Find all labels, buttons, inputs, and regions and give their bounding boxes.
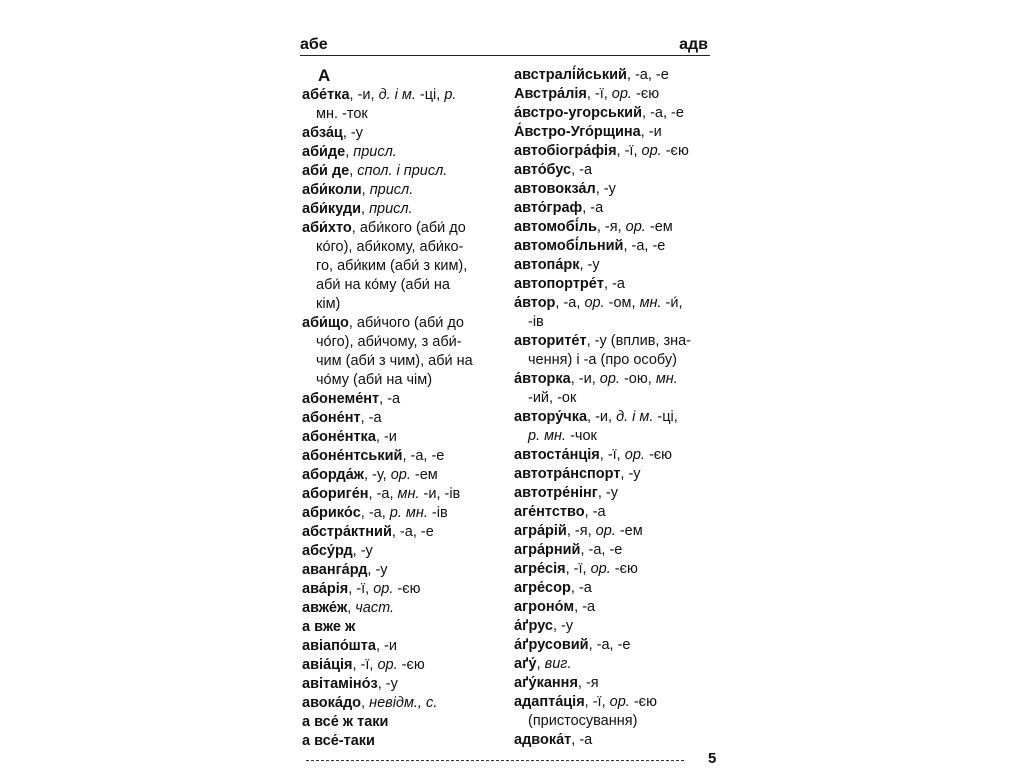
headword: аби́ де <box>302 163 350 179</box>
dictionary-entry <box>514 636 714 655</box>
headword: аборда́ж <box>302 467 364 483</box>
entry-text: , -а, -е <box>580 542 623 558</box>
entry-text: , <box>361 201 370 217</box>
dictionary-entry <box>302 694 502 713</box>
dictionary-entry <box>302 713 502 732</box>
headword: агре́сор <box>514 580 571 596</box>
dictionary-entry <box>302 637 502 656</box>
dictionary-entry <box>302 656 502 675</box>
dictionary-entry <box>302 447 502 466</box>
entry-text: , -у, <box>363 467 391 483</box>
dictionary-entry <box>302 675 502 694</box>
dictionary-entry <box>302 466 502 485</box>
grammar-label: р. мн. <box>528 428 567 444</box>
entry-text: , -у <box>377 676 398 692</box>
headword: автопа́рк <box>514 257 580 273</box>
headword: Австра́лія <box>514 86 587 102</box>
dictionary-entry <box>514 294 714 313</box>
dictionary-entry <box>514 579 714 598</box>
entry-text: кім) <box>316 296 341 312</box>
entry-text: , <box>349 163 358 179</box>
entry-text: -єю <box>397 657 425 673</box>
grammar-label: мн. <box>397 486 420 502</box>
entry-text: і -а (про особу) <box>576 352 677 368</box>
headword: аби́коли <box>302 182 362 198</box>
entry-text: , -а, -е <box>642 105 684 121</box>
headword: а́встро-угорський <box>514 105 643 121</box>
entry-text: го, аби́ким (аби́ з ким), <box>316 258 468 274</box>
entry-text: , -у (вплив, зна- <box>586 333 692 349</box>
headword: а все́ ж таки <box>302 714 389 730</box>
entry-text: , -я, <box>566 523 596 539</box>
headword: абе́тка <box>302 87 350 103</box>
entry-text: , -а, -е <box>402 448 445 464</box>
dictionary-entry <box>514 142 714 161</box>
headword: аванга́рд <box>302 562 368 578</box>
dictionary-entry <box>514 123 714 142</box>
entry-text: -ів <box>528 314 544 330</box>
dictionary-entry <box>514 408 714 427</box>
running-head-left: абе <box>300 36 328 53</box>
headword: абсу́рд <box>302 543 353 559</box>
headword: абонеме́нт <box>302 391 380 407</box>
grammar-label: мн. <box>655 371 678 387</box>
entry-text: , <box>361 182 370 198</box>
entry-text: -чок <box>566 428 597 444</box>
entry-text: , -а <box>379 391 401 407</box>
entry-text: -єю <box>644 447 673 463</box>
dictionary-entry <box>302 409 502 428</box>
entry-text: -и́, <box>661 295 683 311</box>
headword: аби́куди <box>302 201 362 217</box>
grammar-label: част. <box>355 600 395 616</box>
entry-text: , -ї, <box>599 447 625 463</box>
entry-text: , -у <box>597 485 618 501</box>
entry-text: , <box>347 600 356 616</box>
dictionary-entry <box>302 124 502 143</box>
entry-text: , <box>361 695 370 711</box>
entry-text: , -ї, <box>348 581 374 597</box>
headword: ава́рія <box>302 581 349 597</box>
dictionary-entry <box>514 731 714 750</box>
dictionary-entry <box>514 503 714 522</box>
entry-text: -єю <box>393 581 421 597</box>
dictionary-entry <box>514 199 714 218</box>
entry-text: -ем <box>410 467 438 483</box>
grammar-label: ор. <box>611 86 632 102</box>
entry-text: , -а <box>570 580 592 596</box>
headword: агра́рний <box>514 542 581 558</box>
headword: агре́сія <box>514 561 566 577</box>
entry-text: , -ї, <box>616 143 642 159</box>
entry-continuation <box>514 712 714 731</box>
headword: а́втор <box>514 295 556 311</box>
dictionary-entry <box>514 85 714 104</box>
entry-text: , -и, <box>570 371 600 387</box>
dictionary-entry <box>302 200 502 219</box>
entry-text: , -а <box>571 732 593 748</box>
entry-text: , -у <box>367 562 388 578</box>
grammar-label: присл. <box>353 144 397 160</box>
grammar-label: ор. <box>599 371 620 387</box>
entry-text: , <box>345 144 354 160</box>
headword: а́вторка <box>514 371 571 387</box>
headword: аґу́ <box>514 656 537 672</box>
entry-text: , -а, -е <box>391 524 434 540</box>
grammar-label: ор. <box>609 694 630 710</box>
entry-continuation <box>302 257 502 276</box>
dictionary-entry <box>302 162 502 181</box>
page-number: 5 <box>708 750 717 767</box>
entry-text: -єю <box>629 694 657 710</box>
entry-continuation <box>514 389 714 408</box>
entry-text: -и, -ів <box>419 486 461 502</box>
entry-text: ко́го), аби́кому, аби́ко- <box>316 239 464 255</box>
headword: агроно́м <box>514 599 575 615</box>
grammar-label: ор. <box>590 561 611 577</box>
entry-continuation <box>302 105 502 124</box>
grammar-label: ор. <box>390 467 411 483</box>
entry-text: -ів <box>427 505 448 521</box>
headword: абоне́нт <box>302 410 361 426</box>
dictionary-entry <box>302 599 502 618</box>
dictionary-entry <box>514 484 714 503</box>
headword: авіапо́шта <box>302 638 376 654</box>
dictionary-entry <box>302 143 502 162</box>
dictionary-entry <box>514 617 714 636</box>
entry-text: , аби́кого (аби́ до <box>351 220 466 236</box>
headword: абоне́нтка <box>302 429 376 445</box>
entry-text: , -и <box>375 429 397 445</box>
headword: а все́-таки <box>302 733 375 749</box>
entry-text: , -и <box>375 638 397 654</box>
entry-text: чення) <box>528 352 577 368</box>
dictionary-entry <box>514 218 714 237</box>
entry-text: , -ї, <box>584 694 610 710</box>
headword: авока́до <box>302 695 362 711</box>
entry-text: , -а, -е <box>588 637 631 653</box>
headword: автомобі́ль <box>514 219 597 235</box>
dictionary-entry <box>302 732 502 751</box>
headword: автовокза́л <box>514 181 596 197</box>
entry-text: , -и, <box>587 409 617 425</box>
entry-text: , -и <box>640 124 662 140</box>
dictionary-entry <box>514 522 714 541</box>
entry-text: , -и, <box>349 87 379 103</box>
dictionary-entry <box>302 580 502 599</box>
entry-text: чим (аби́ з чим), аби́ на <box>316 353 473 369</box>
dictionary-entry <box>514 674 714 693</box>
dictionary-entry <box>302 181 502 200</box>
entry-text: , -а, <box>368 486 398 502</box>
entry-text: , -а <box>603 276 625 292</box>
entry-continuation <box>302 352 502 371</box>
headword: аби́що <box>302 315 349 331</box>
entry-continuation <box>302 371 502 390</box>
entry-text: -ий, -ок <box>528 390 577 406</box>
grammar-label: мн. <box>639 295 662 311</box>
grammar-label: р. <box>444 87 457 103</box>
entry-text: , -а <box>574 599 596 615</box>
dictionary-entry <box>302 485 502 504</box>
entry-text: аби́ на ко́му (аби́ на <box>316 277 450 293</box>
headword: аге́нтство <box>514 504 585 520</box>
dictionary-entry <box>302 314 502 333</box>
dictionary-entry <box>514 256 714 275</box>
grammar-label: ор. <box>641 143 662 159</box>
dictionary-entry <box>514 465 714 484</box>
headword: адапта́ція <box>514 694 585 710</box>
entry-continuation <box>514 427 714 446</box>
entry-text: -ем <box>645 219 673 235</box>
grammar-label: д. і м. <box>378 87 416 103</box>
dictionary-entry <box>514 598 714 617</box>
headword: абоне́нтський <box>302 448 403 464</box>
dictionary-entry <box>302 428 502 447</box>
entry-continuation <box>514 313 714 332</box>
dictionary-entry <box>514 161 714 180</box>
dictionary-entry <box>514 332 714 351</box>
entry-text: , аби́чого (аби́ до <box>348 315 464 331</box>
headword: агра́рій <box>514 523 567 539</box>
grammar-label: присл. <box>369 182 414 198</box>
entry-continuation <box>302 295 502 314</box>
headword: аби́де <box>302 144 346 160</box>
entry-text: , <box>536 656 545 672</box>
entry-text: , -а, <box>555 295 585 311</box>
dictionary-entry <box>514 180 714 199</box>
entry-continuation <box>302 238 502 257</box>
dictionary-entry <box>514 560 714 579</box>
headword: аґу́кання <box>514 675 578 691</box>
dictionary-entry <box>514 541 714 560</box>
entry-text: мн. -ток <box>316 106 368 122</box>
grammar-label: ор. <box>373 581 394 597</box>
entry-text: , -а <box>571 162 593 178</box>
headword: а вже ж <box>302 619 356 635</box>
entry-text: , -а <box>360 410 382 426</box>
dictionary-page <box>300 0 716 768</box>
grammar-label: д. і м. <box>616 409 654 425</box>
dictionary-entry <box>514 446 714 465</box>
dictionary-entry <box>302 390 502 409</box>
entry-continuation <box>514 351 714 370</box>
headword: а́ґрусовий <box>514 637 589 653</box>
grammar-label: ор. <box>584 295 605 311</box>
headword: авто́граф <box>514 200 583 216</box>
headword: автотра́нспорт <box>514 466 621 482</box>
grammar-label: ор. <box>625 219 646 235</box>
entry-text: -ці, <box>653 409 678 425</box>
entry-text: , -ї, <box>565 561 591 577</box>
headword: автомобі́льний <box>514 238 624 254</box>
headword: автопортре́т <box>514 276 604 292</box>
entry-text: -ою, <box>619 371 656 387</box>
headword: А́встро-Уго́рщина <box>514 124 641 140</box>
entry-text: -єю <box>661 143 689 159</box>
headword: а́ґрус <box>514 618 553 634</box>
headword: авіа́ція <box>302 657 353 673</box>
entry-text: , -ї, <box>586 86 612 102</box>
headword: абрико́с <box>302 505 361 521</box>
dictionary-entry <box>514 655 714 674</box>
headword: абза́ц <box>302 125 343 141</box>
headword: аби́хто <box>302 220 352 236</box>
entry-text: -єю <box>610 561 638 577</box>
entry-text: , -у <box>579 257 600 273</box>
dictionary-entry <box>302 219 502 238</box>
entry-continuation <box>302 333 502 352</box>
dictionary-entry <box>514 693 714 712</box>
dictionary-entry <box>514 237 714 256</box>
entry-text: , -у <box>595 181 616 197</box>
entry-text: , -а, <box>360 505 390 521</box>
dictionary-entry <box>302 523 502 542</box>
entry-text: , -у <box>342 125 363 141</box>
headword: автоста́нція <box>514 447 600 463</box>
headword: абориге́н <box>302 486 369 502</box>
grammar-label: р. мн. <box>389 505 428 521</box>
headword: автору́чка <box>514 409 588 425</box>
entry-text: , -я, <box>596 219 626 235</box>
headword: абстра́ктний <box>302 524 392 540</box>
headword: авітаміно́з <box>302 676 378 692</box>
entry-text: , -у <box>620 466 641 482</box>
dictionary-entry <box>302 618 502 637</box>
entry-continuation <box>302 276 502 295</box>
dictionary-entry <box>514 370 714 389</box>
entry-text: -єю <box>631 86 660 102</box>
grammar-label: ор. <box>377 657 398 673</box>
headword: адвока́т <box>514 732 572 748</box>
grammar-label: виг. <box>544 656 572 672</box>
entry-text: -ці, <box>415 87 445 103</box>
headword: авторите́т <box>514 333 587 349</box>
entry-text: , -у <box>552 618 574 634</box>
grammar-label: ор. <box>624 447 645 463</box>
entry-text: , -а, -е <box>623 238 666 254</box>
entry-text: чо́го), аби́чому, з аби́- <box>316 334 462 350</box>
headword: австралі́йський <box>514 67 627 83</box>
dictionary-entry <box>514 104 714 123</box>
entry-text: , -ї, <box>352 657 378 673</box>
headword: автобіогра́фія <box>514 143 617 159</box>
dictionary-entry <box>514 66 714 85</box>
running-head-right: адв <box>679 36 708 53</box>
entry-text: , -а <box>584 504 606 520</box>
left-column <box>302 66 502 751</box>
entry-text: -ем <box>615 523 643 539</box>
entry-text: чо́му (аби́ на чім) <box>316 372 433 388</box>
header-rule <box>300 55 710 56</box>
footer-rule <box>306 760 684 761</box>
entry-text: , -я <box>577 675 599 691</box>
grammar-label: ор. <box>595 523 616 539</box>
grammar-label: спол. і присл. <box>357 163 448 179</box>
dictionary-entry <box>302 504 502 523</box>
grammar-label: невідм., с. <box>369 695 438 711</box>
dictionary-entry <box>514 275 714 294</box>
entry-text: , -а, -е <box>626 67 669 83</box>
right-column <box>514 66 714 750</box>
grammar-label: присл. <box>369 201 413 217</box>
section-letter: А <box>318 66 331 85</box>
entry-text: (пристосування) <box>528 713 638 729</box>
headword: авже́ж <box>302 600 348 616</box>
entry-text: -ом, <box>604 295 640 311</box>
dictionary-entry <box>302 542 502 561</box>
headword: автотре́нінг <box>514 485 598 501</box>
headword: авто́бус <box>514 162 572 178</box>
dictionary-entry <box>302 86 502 105</box>
entry-text: , -а <box>582 200 604 216</box>
dictionary-entry <box>302 561 502 580</box>
entry-text: , -у <box>352 543 373 559</box>
